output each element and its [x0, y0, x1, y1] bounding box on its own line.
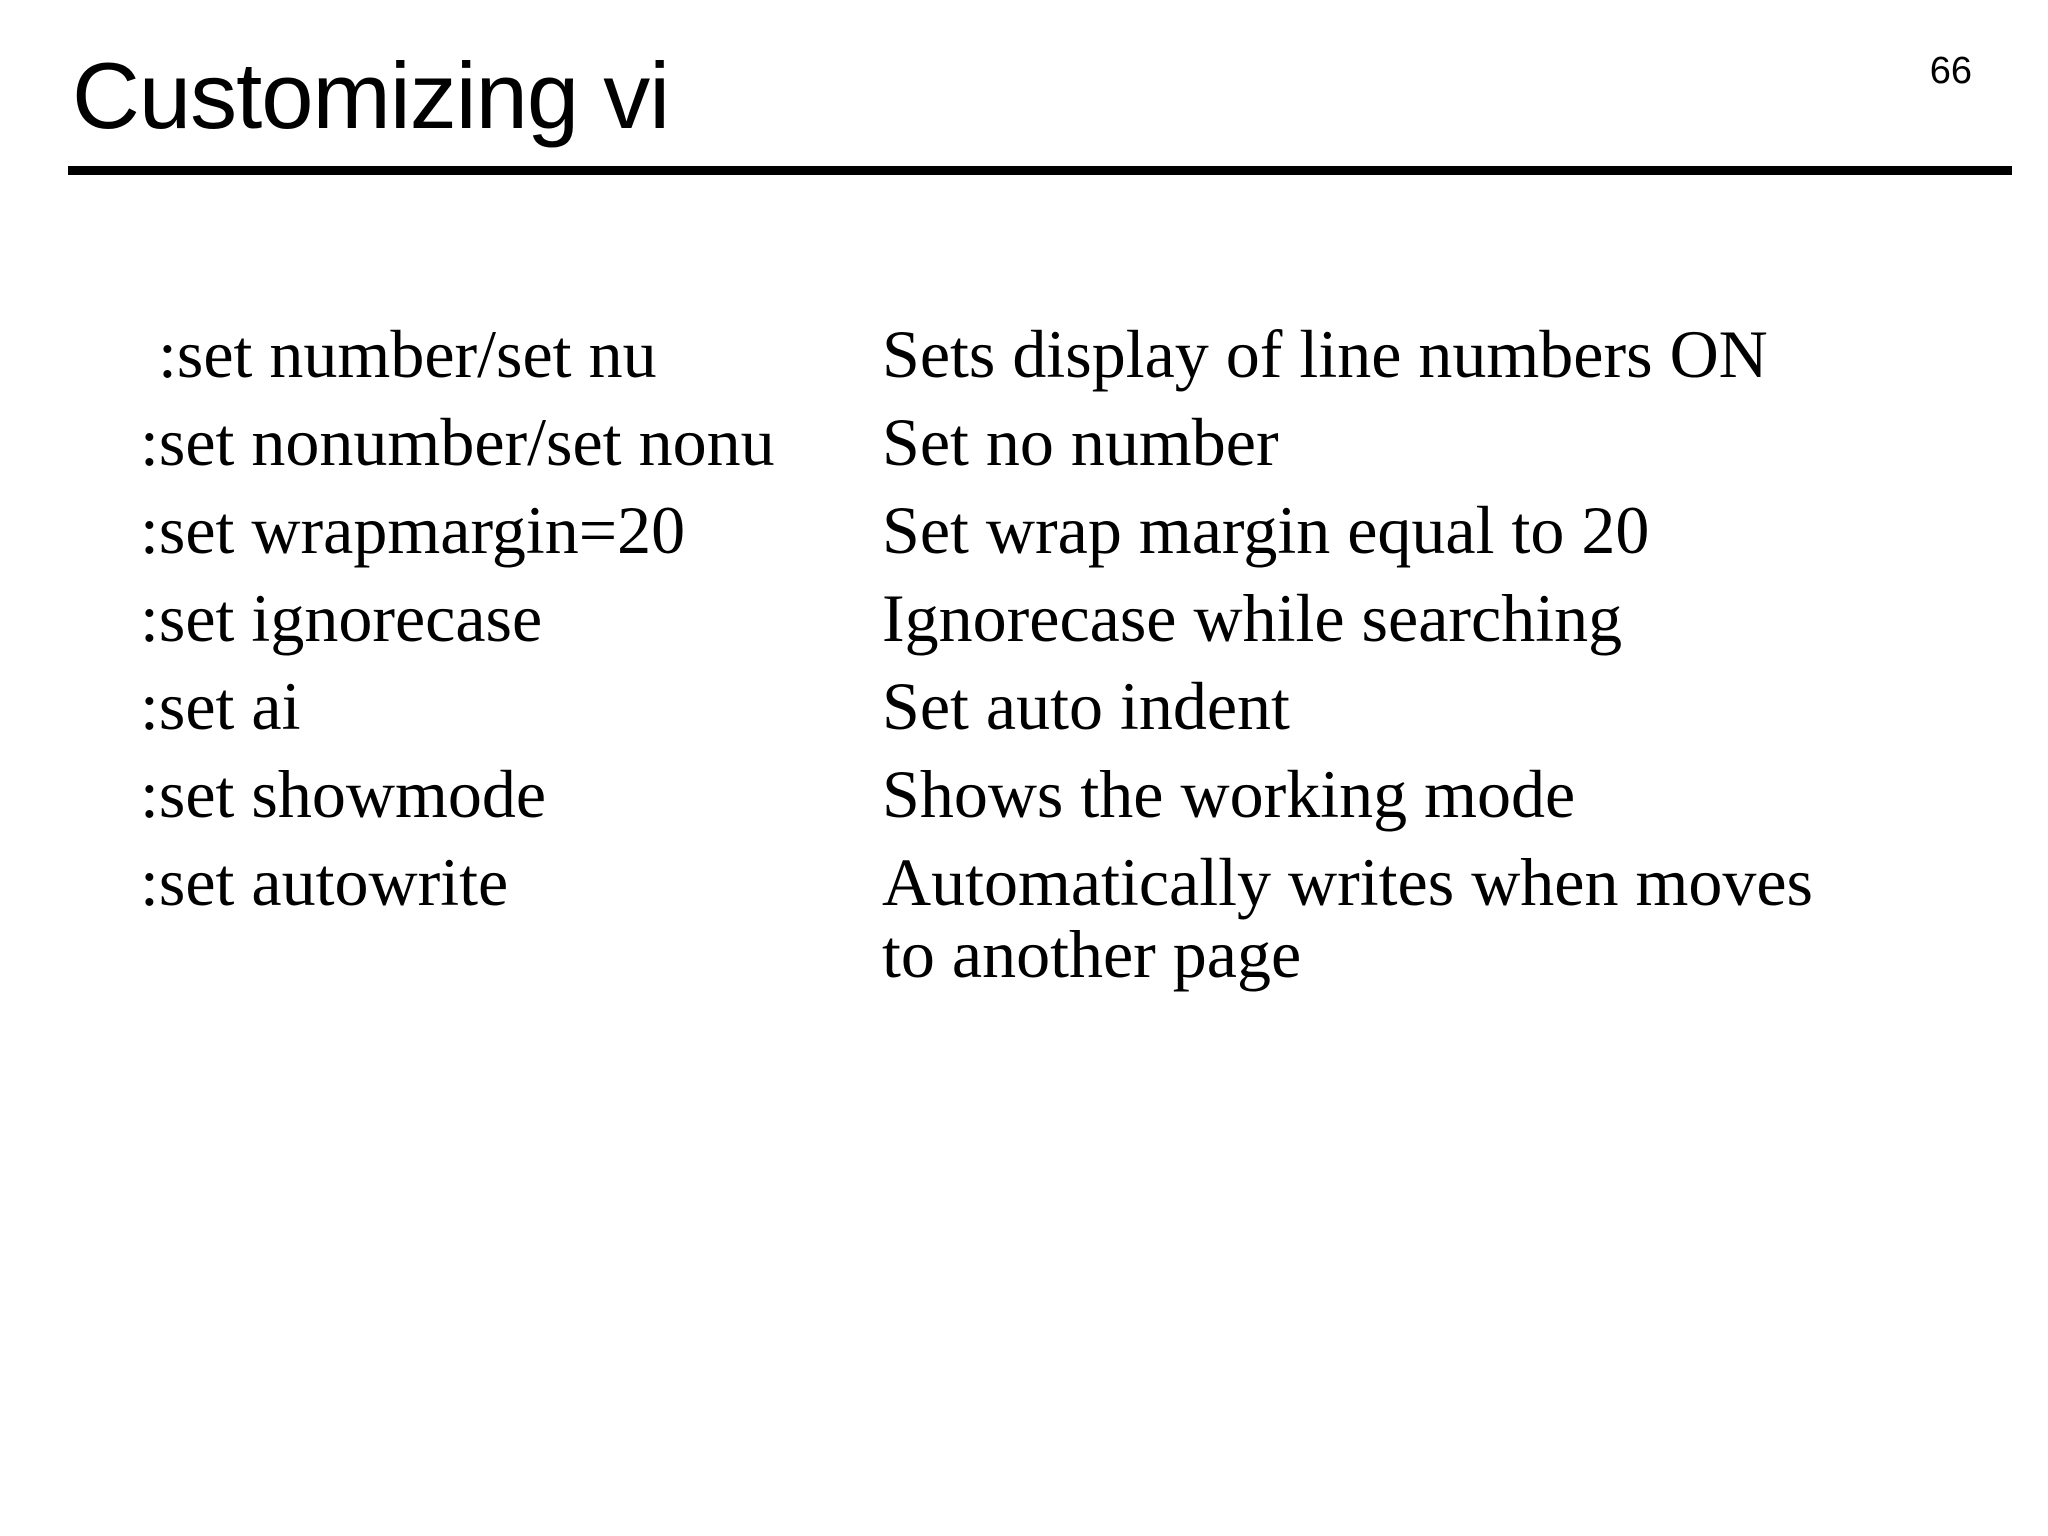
- table-row: [140, 582, 1882, 670]
- command-text: :set showmode: [140, 756, 547, 832]
- command-text: :set wrapmargin=20: [140, 492, 686, 568]
- command-description: Automatically writes when moves to another page: [882, 844, 1814, 992]
- table-row: [140, 846, 1882, 1006]
- table-row: [140, 758, 1882, 846]
- table-row: [140, 494, 1882, 582]
- command-description: Set auto indent: [882, 668, 1290, 744]
- page-number: 66: [1929, 50, 1972, 92]
- table-row: [140, 318, 1882, 406]
- command-description: Sets display of line numbers ON: [882, 316, 1768, 392]
- command-table: [140, 318, 1882, 1006]
- command-description: Set no number: [882, 404, 1279, 480]
- command-text: :set autowrite: [140, 844, 509, 920]
- command-description: Shows the working mode: [882, 756, 1576, 832]
- title-divider: [68, 166, 2012, 175]
- slide-title: Customizing vi: [72, 43, 670, 148]
- command-text: :set ignorecase: [140, 580, 543, 656]
- command-text: :set number/set nu: [158, 316, 657, 392]
- command-text: :set ai: [140, 668, 301, 744]
- command-description: Ignorecase while searching: [882, 580, 1623, 656]
- table-row: [140, 406, 1882, 494]
- command-description: Set wrap margin equal to 20: [882, 492, 1650, 568]
- command-text: :set nonumber/set nonu: [140, 404, 775, 480]
- table-row: [140, 670, 1882, 758]
